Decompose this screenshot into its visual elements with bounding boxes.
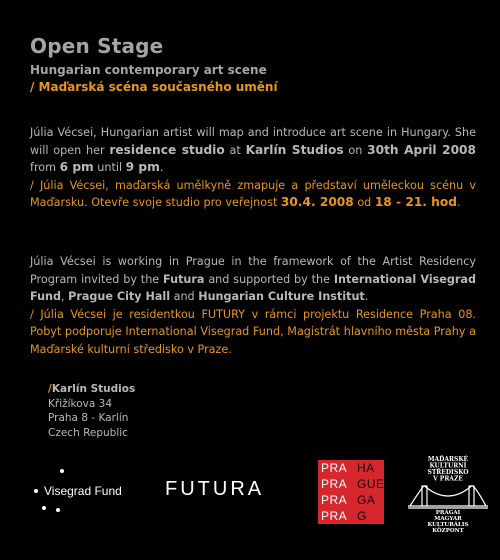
venue-name: [48, 382, 135, 397]
text-segment: Júlia Vécsei is working in Prague in the framework of the Artist Residency Program invited by the: [30, 255, 476, 286]
page-title: Open Stage: [30, 34, 164, 58]
praha-logo: [318, 460, 384, 524]
logo-lettering: KULTURÁLIS: [427, 522, 469, 528]
praha-logo-cell: HA: [357, 461, 375, 475]
paragraph-opening-en: [30, 126, 476, 174]
logo-lettering: MAGYAR: [434, 516, 462, 522]
end-time-emphasis: 9 pm: [125, 160, 160, 174]
paragraph-residency: [30, 253, 476, 358]
address-city: Praha 8 - Karlín: [48, 412, 129, 424]
hungarian-culture-centre-logo: [408, 454, 488, 534]
logo-lettering: KULTURNÍ: [429, 462, 467, 470]
text-segment: ,: [61, 290, 69, 303]
visegrad-fund-logo: [30, 462, 150, 518]
text-segment: .: [159, 161, 164, 174]
praha-logo-cell: PRA: [321, 493, 348, 507]
praha-logo-cell: GA: [357, 493, 376, 507]
paragraph-residency-cz: / Júlia Vécsei je residentkou FUTURY v rámci projektu Residence Praha 08. Pobyt podporuje International Visegrad Fund, Magistrát hlavního města Prahy a Maďarské kulturní středisko v Praze.: [30, 307, 476, 356]
futura-logo: FUTURA: [165, 478, 265, 500]
praha-logo-cell: PRA: [321, 509, 348, 523]
date-emphasis-cz: 30.4. 2008: [280, 195, 354, 209]
paragraph-residency-en: [30, 255, 476, 303]
text-segment: .: [456, 196, 461, 209]
praha-logo-cell: PRA: [321, 461, 348, 475]
date-emphasis: 30th April 2008: [367, 142, 477, 157]
v4-dot: [42, 506, 46, 510]
text-segment: at: [224, 143, 246, 157]
logo-lettering: V PRAZE: [433, 475, 463, 483]
venue-name-text: Karlín Studios: [51, 383, 136, 395]
text-segment: / Júlia Vécsei, maďarská umělkyně zmapuje a představí uměleckou scénu v Maďarsku. Otevře svoje studio pro veřejnost: [30, 178, 476, 209]
text-segment: and: [170, 290, 199, 303]
text-segment: od: [353, 196, 375, 209]
city-hall-emphasis: Prague City Hall: [68, 290, 171, 303]
text-segment: until: [93, 161, 126, 174]
chain-bridge-icon: [408, 486, 488, 508]
paragraph-opening: [30, 124, 476, 212]
slash-mark: /: [48, 383, 52, 395]
culture-institut-emphasis: Hungarian Culture Institut: [198, 290, 365, 303]
text-segment: from: [30, 161, 60, 174]
paragraph-opening-cz: [30, 179, 476, 210]
futura-emphasis: Futura: [163, 272, 205, 286]
logo-lettering: PRÁGAI: [435, 510, 461, 516]
praha-logo-cell: GUE: [357, 477, 385, 491]
text-segment: .: [364, 290, 369, 303]
logo-lettering: KÖZPONT: [432, 528, 464, 534]
time-emphasis-cz: 18 - 21. hod: [374, 195, 457, 209]
visegrad-logo-text: Visegrad Fund: [44, 484, 122, 498]
address-country: Czech Republic: [48, 426, 128, 439]
text-segment: Júlia Vécsei, Hungarian artist will map and introduce art scene in Hungary. She will open her: [30, 126, 476, 157]
venue-address: [48, 382, 135, 440]
start-time-emphasis: 6 pm: [59, 160, 94, 174]
praha-logo-cell: PRA: [321, 477, 348, 491]
subtitle-english: Hungarian contemporary art scene: [30, 63, 267, 77]
v4-dot: [34, 489, 38, 493]
venue-emphasis: Karlín Studios: [245, 142, 344, 157]
v4-dot: [60, 469, 64, 473]
studio-emphasis: residence studio: [109, 142, 225, 157]
address-street: Křižíkova 34: [48, 397, 113, 410]
logo-lettering: MAĎARSKÉ: [427, 456, 469, 463]
v4-dot: [56, 508, 60, 512]
text-segment: on: [343, 143, 368, 157]
text-segment: and supported by the: [204, 272, 334, 286]
subtitle-czech: / Maďarská scéna současného umění: [30, 80, 278, 94]
praha-logo-cell: G: [357, 509, 367, 523]
visegrad-emphasis: International Visegrad Fund: [30, 272, 476, 303]
logo-lettering: STŘEDISKO: [427, 469, 469, 476]
